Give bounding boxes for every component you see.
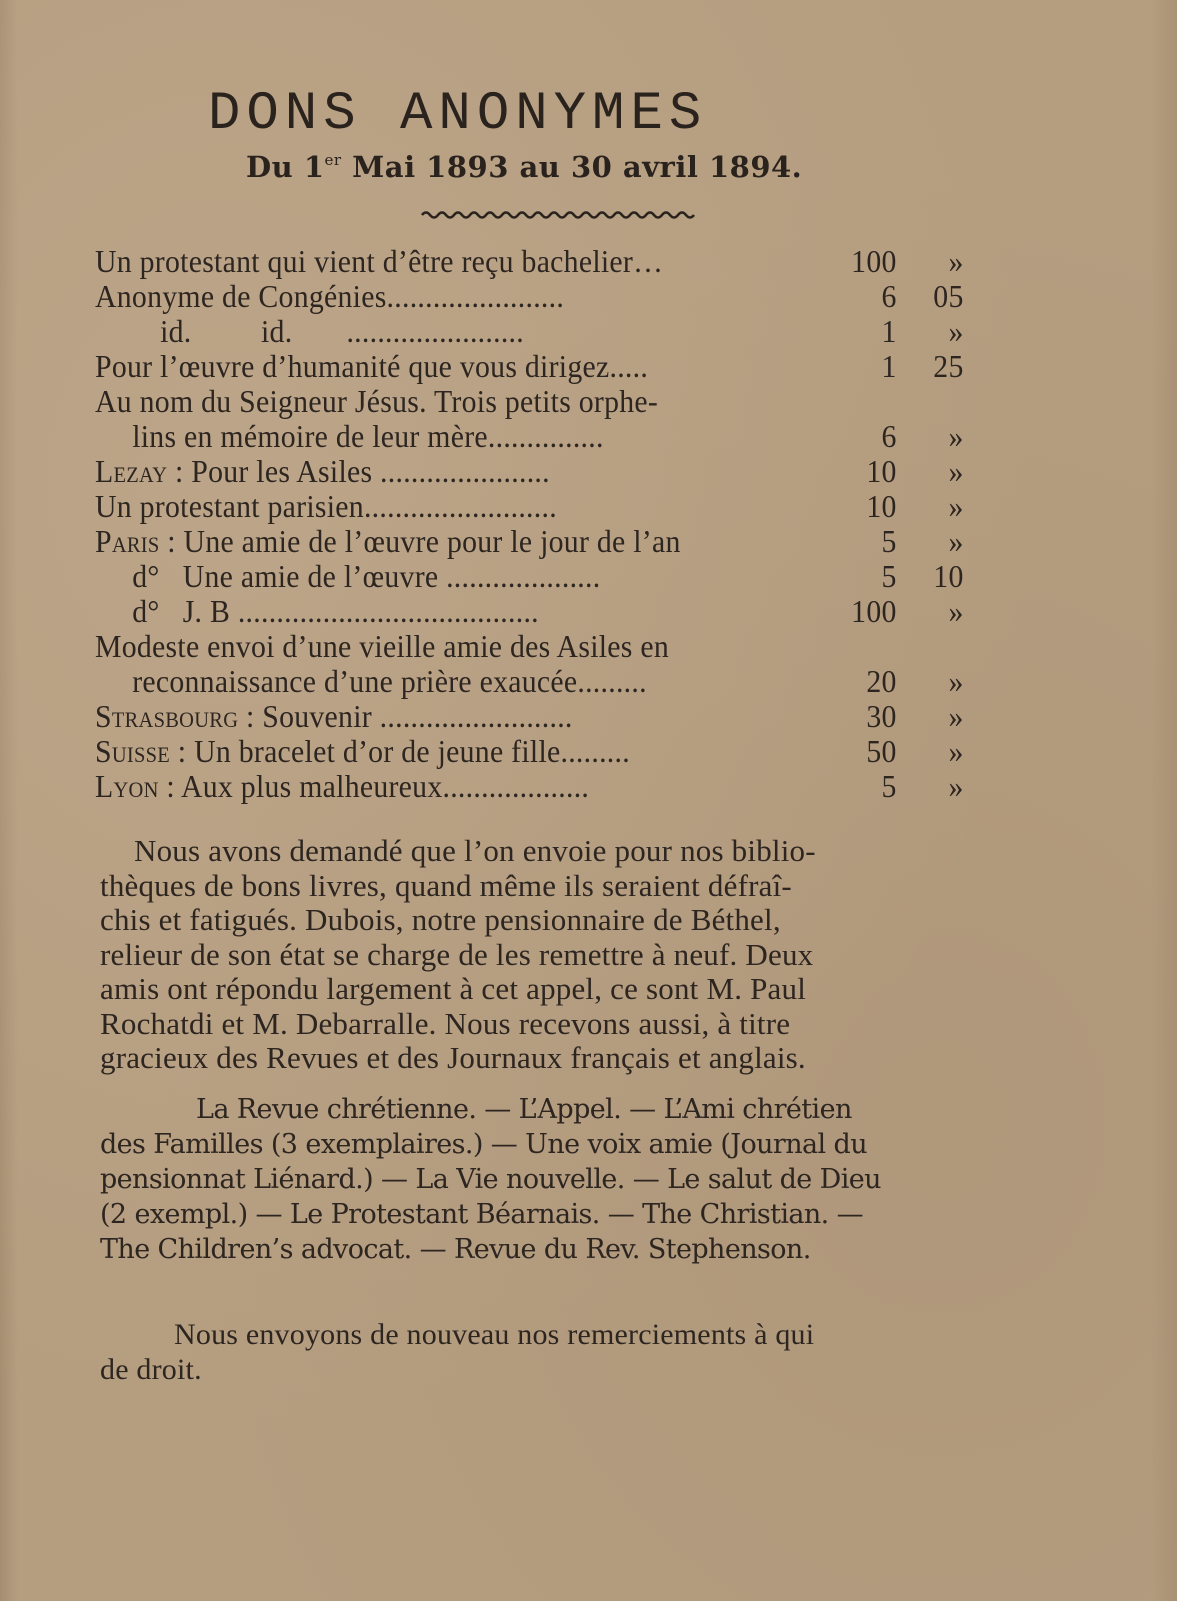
donation-amount: 6 (881, 278, 897, 314)
paragraph-line: des Familles (3 exemplaires.) — Une voix amie (Journal du (100, 1129, 868, 1160)
date-range-subtitle (246, 150, 802, 184)
donation-amount: 30 (866, 698, 897, 734)
wavy-rule-ornament (420, 208, 700, 222)
periodicals-paragraph (100, 1092, 1040, 1267)
donation-amount: 50 (866, 733, 897, 769)
subtitle-suffix: Mai 1893 au 30 avril 1894. (341, 150, 803, 184)
paragraph-line: thèques de bons livres, quand même ils seraient défraî- (100, 867, 792, 903)
donation-cents: » (948, 593, 964, 629)
paragraph-line: amis ont répondu largement à cet appel, ce sont M. Paul (100, 971, 807, 1006)
donation-row (95, 489, 988, 524)
paragraph-line: de droit. (100, 1352, 202, 1386)
donation-row (95, 559, 988, 594)
paragraph-line: chis et fatigués. Dubois, notre pensionnaire de Béthel, (100, 902, 781, 937)
donation-label-wrap (95, 769, 589, 804)
donation-row (95, 594, 988, 629)
donation-cents: » (948, 313, 964, 349)
paragraph-line: Nous envoyons de nouveau nos remerciements à qui (174, 1318, 815, 1351)
donation-label: : Souvenir ......................... (238, 698, 573, 734)
donation-amount: 10 (866, 488, 897, 524)
donation-label: Un protestant parisien......................... (95, 488, 557, 524)
donation-cents: » (948, 523, 964, 559)
donation-amount: 5 (881, 768, 897, 804)
periodicals-paragraph-text (100, 1092, 1040, 1267)
donation-label: : Aux plus malheureux................... (158, 768, 590, 804)
donation-amount: 5 (881, 558, 897, 594)
paragraph-line: La Revue chrétienne. — L’Appel. — L’Ami chrétien (196, 1094, 852, 1125)
paragraph-line: Rochatdi et M. Debarralle. Nous recevons aussi, à titre (100, 1005, 791, 1041)
donation-amount: 1 (881, 348, 897, 384)
books-paragraph-text (100, 834, 1040, 1076)
paragraph-line: gracieux des Revues et des Journaux français et anglais. (100, 1040, 806, 1075)
donation-cents: » (948, 488, 964, 524)
donation-label-wrap (95, 734, 630, 769)
donation-cents: 25 (933, 348, 964, 384)
donation-amount: 5 (881, 523, 897, 559)
donation-label: Modeste envoi d’une vieille amie des Asiles en (95, 628, 670, 664)
paragraph-line: relieur de son état se charge de les remettre à neuf. Deux (100, 936, 814, 972)
donation-row (95, 244, 988, 279)
donation-label: d° Une amie de l’œuvre .................... (132, 558, 601, 594)
donation-place: Lyon (95, 768, 159, 804)
donation-amount: 100 (851, 593, 897, 629)
donation-place: Lezay (95, 453, 168, 489)
donation-row (95, 349, 988, 384)
donation-label: Anonyme de Congénies....................... (95, 278, 565, 314)
donation-label: lins en mémoire de leur mère............... (132, 418, 604, 454)
donation-row (95, 279, 988, 314)
donation-cents: » (948, 768, 964, 804)
donation-cents: » (948, 733, 964, 769)
donation-label-wrap (95, 454, 550, 489)
books-paragraph (100, 834, 1040, 1076)
donation-label: : Une amie de l’œuvre pour le jour de l’an (159, 523, 681, 559)
paragraph-line: The Children’s advocat. — Revue du Rev. Stephenson. (100, 1234, 811, 1265)
donation-place: Suisse (95, 733, 171, 769)
donation-label: id. id. ....................... (160, 313, 524, 349)
donation-amount: 100 (851, 243, 897, 279)
donation-cents: » (948, 418, 964, 454)
donation-row (95, 314, 988, 349)
donation-place: Paris (95, 523, 160, 559)
donation-label: : Pour les Asiles ...................... (167, 453, 550, 489)
donation-label: Un protestant qui vient d’être reçu bachelier… (95, 243, 664, 279)
donation-cents: » (948, 663, 964, 699)
paragraph-line: pensionnat Liénard.) — La Vie nouvelle. — Le salut de Dieu (100, 1164, 881, 1195)
donations-list (95, 244, 1055, 804)
donation-row (95, 384, 988, 419)
donation-row (95, 699, 988, 734)
donation-row (95, 769, 988, 804)
donation-row (95, 454, 988, 489)
donation-row (95, 664, 988, 699)
thanks-paragraph-text (100, 1318, 1040, 1387)
donation-label: Au nom du Seigneur Jésus. Trois petits orphe- (95, 383, 659, 419)
donation-place: Strasbourg (95, 698, 239, 734)
donation-row (95, 524, 988, 559)
donation-cents: 05 (933, 278, 964, 314)
paragraph-line: Nous avons demandé que l’on envoie pour nos biblio- (134, 833, 816, 868)
wavy-rule-path (422, 213, 694, 218)
donation-cents: » (948, 453, 964, 489)
donation-amount: 20 (866, 663, 897, 699)
page-title: DONS ANONYMES (208, 84, 708, 145)
donation-label-wrap (95, 699, 573, 734)
donation-amount: 6 (881, 418, 897, 454)
donation-label: : Un bracelet d’or de jeune fille......... (170, 733, 630, 769)
donation-label-wrap (95, 524, 681, 559)
donation-amount: 10 (866, 453, 897, 489)
donation-row (95, 419, 988, 454)
paragraph-line: (2 exempl.) — Le Protestant Béarnais. — The Christian. — (100, 1199, 864, 1230)
donation-label: d° J. B ....................................... (132, 593, 539, 629)
donation-cents: » (948, 243, 964, 279)
donation-cents: » (948, 698, 964, 734)
donation-label: Pour l’œuvre d’humanité que vous dirigez..... (95, 348, 649, 384)
donation-amount: 1 (881, 313, 897, 349)
subtitle-prefix: Du 1 (246, 150, 325, 184)
donation-label: reconnaissance d’une prière exaucée......... (132, 663, 647, 699)
donation-cents: 10 (933, 558, 964, 594)
donation-row (95, 734, 988, 769)
thanks-paragraph (100, 1318, 1040, 1387)
subtitle-superscript: er (324, 151, 342, 169)
donation-row (95, 629, 988, 664)
